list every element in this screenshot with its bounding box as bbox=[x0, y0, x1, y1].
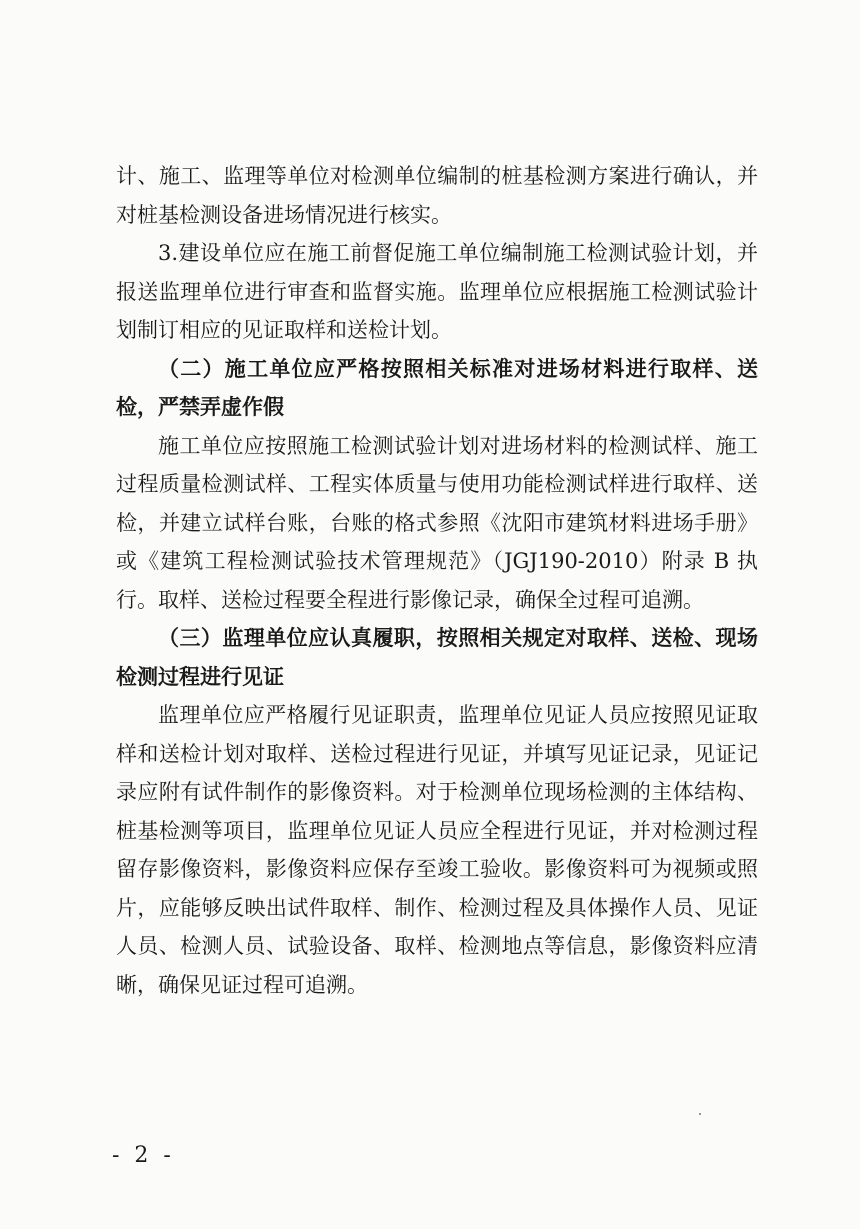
paragraph-verification: 计、施工、监理等单位对检测单位编制的桩基检测方案进行确认，并对桩基检测设备进场情况进行核实。 bbox=[116, 164, 758, 227]
document-body bbox=[116, 157, 758, 1004]
scan-speck bbox=[699, 1113, 701, 1115]
paragraph-supervision-unit: 监理单位应严格履行见证职责，监理单位见证人员应按照见证取样和送检计划对取样、送检过程进行见证，并填写见证记录，见证记录应附有试件制作的影像资料。对于检测单位现场检测的主体结构、桩基检测等项目，监理单位见证人员应全程进行见证，并对检测过程留存影像资料，影像资料应保存至竣工验收。影像资料可为视频或照片，应能够反映出试件取样、制作、检测过程及具体操作人员、见证人员、检测人员、试验设备、取样、检测地点等信息，影像资料应清晰，确保见证过程可追溯。 bbox=[116, 703, 758, 997]
page-number: - 2 - bbox=[112, 1143, 175, 1168]
paragraph-construction-unit: 施工单位应按照施工检测试验计划对进场材料的检测试样、施工过程质量检测试样、工程实体质量与使用功能检测试样进行取样、送检，并建立试样台账，台账的格式参照《沈阳市建筑材料进场手册》或《建筑工程检测试验技术管理规范》（JGJ190-2010）附录 B 执行。取样、送检过程要全程进行影像记录，确保全过程可追溯。 bbox=[116, 433, 758, 612]
paragraph-item-3: 3.建设单位应在施工前督促施工单位编制施工检测试验计划，并报送监理单位进行审查和监督实施。监理单位应根据施工检测试验计划制订相应的见证取样和送检计划。 bbox=[116, 241, 758, 342]
section-heading-2: （二）施工单位应严格按照相关标准对进场材料进行取样、送检，严禁弄虚作假 bbox=[116, 356, 758, 419]
section-heading-3: （三）监理单位应认真履职，按照相关规定对取样、送检、现场检测过程进行见证 bbox=[116, 626, 758, 689]
